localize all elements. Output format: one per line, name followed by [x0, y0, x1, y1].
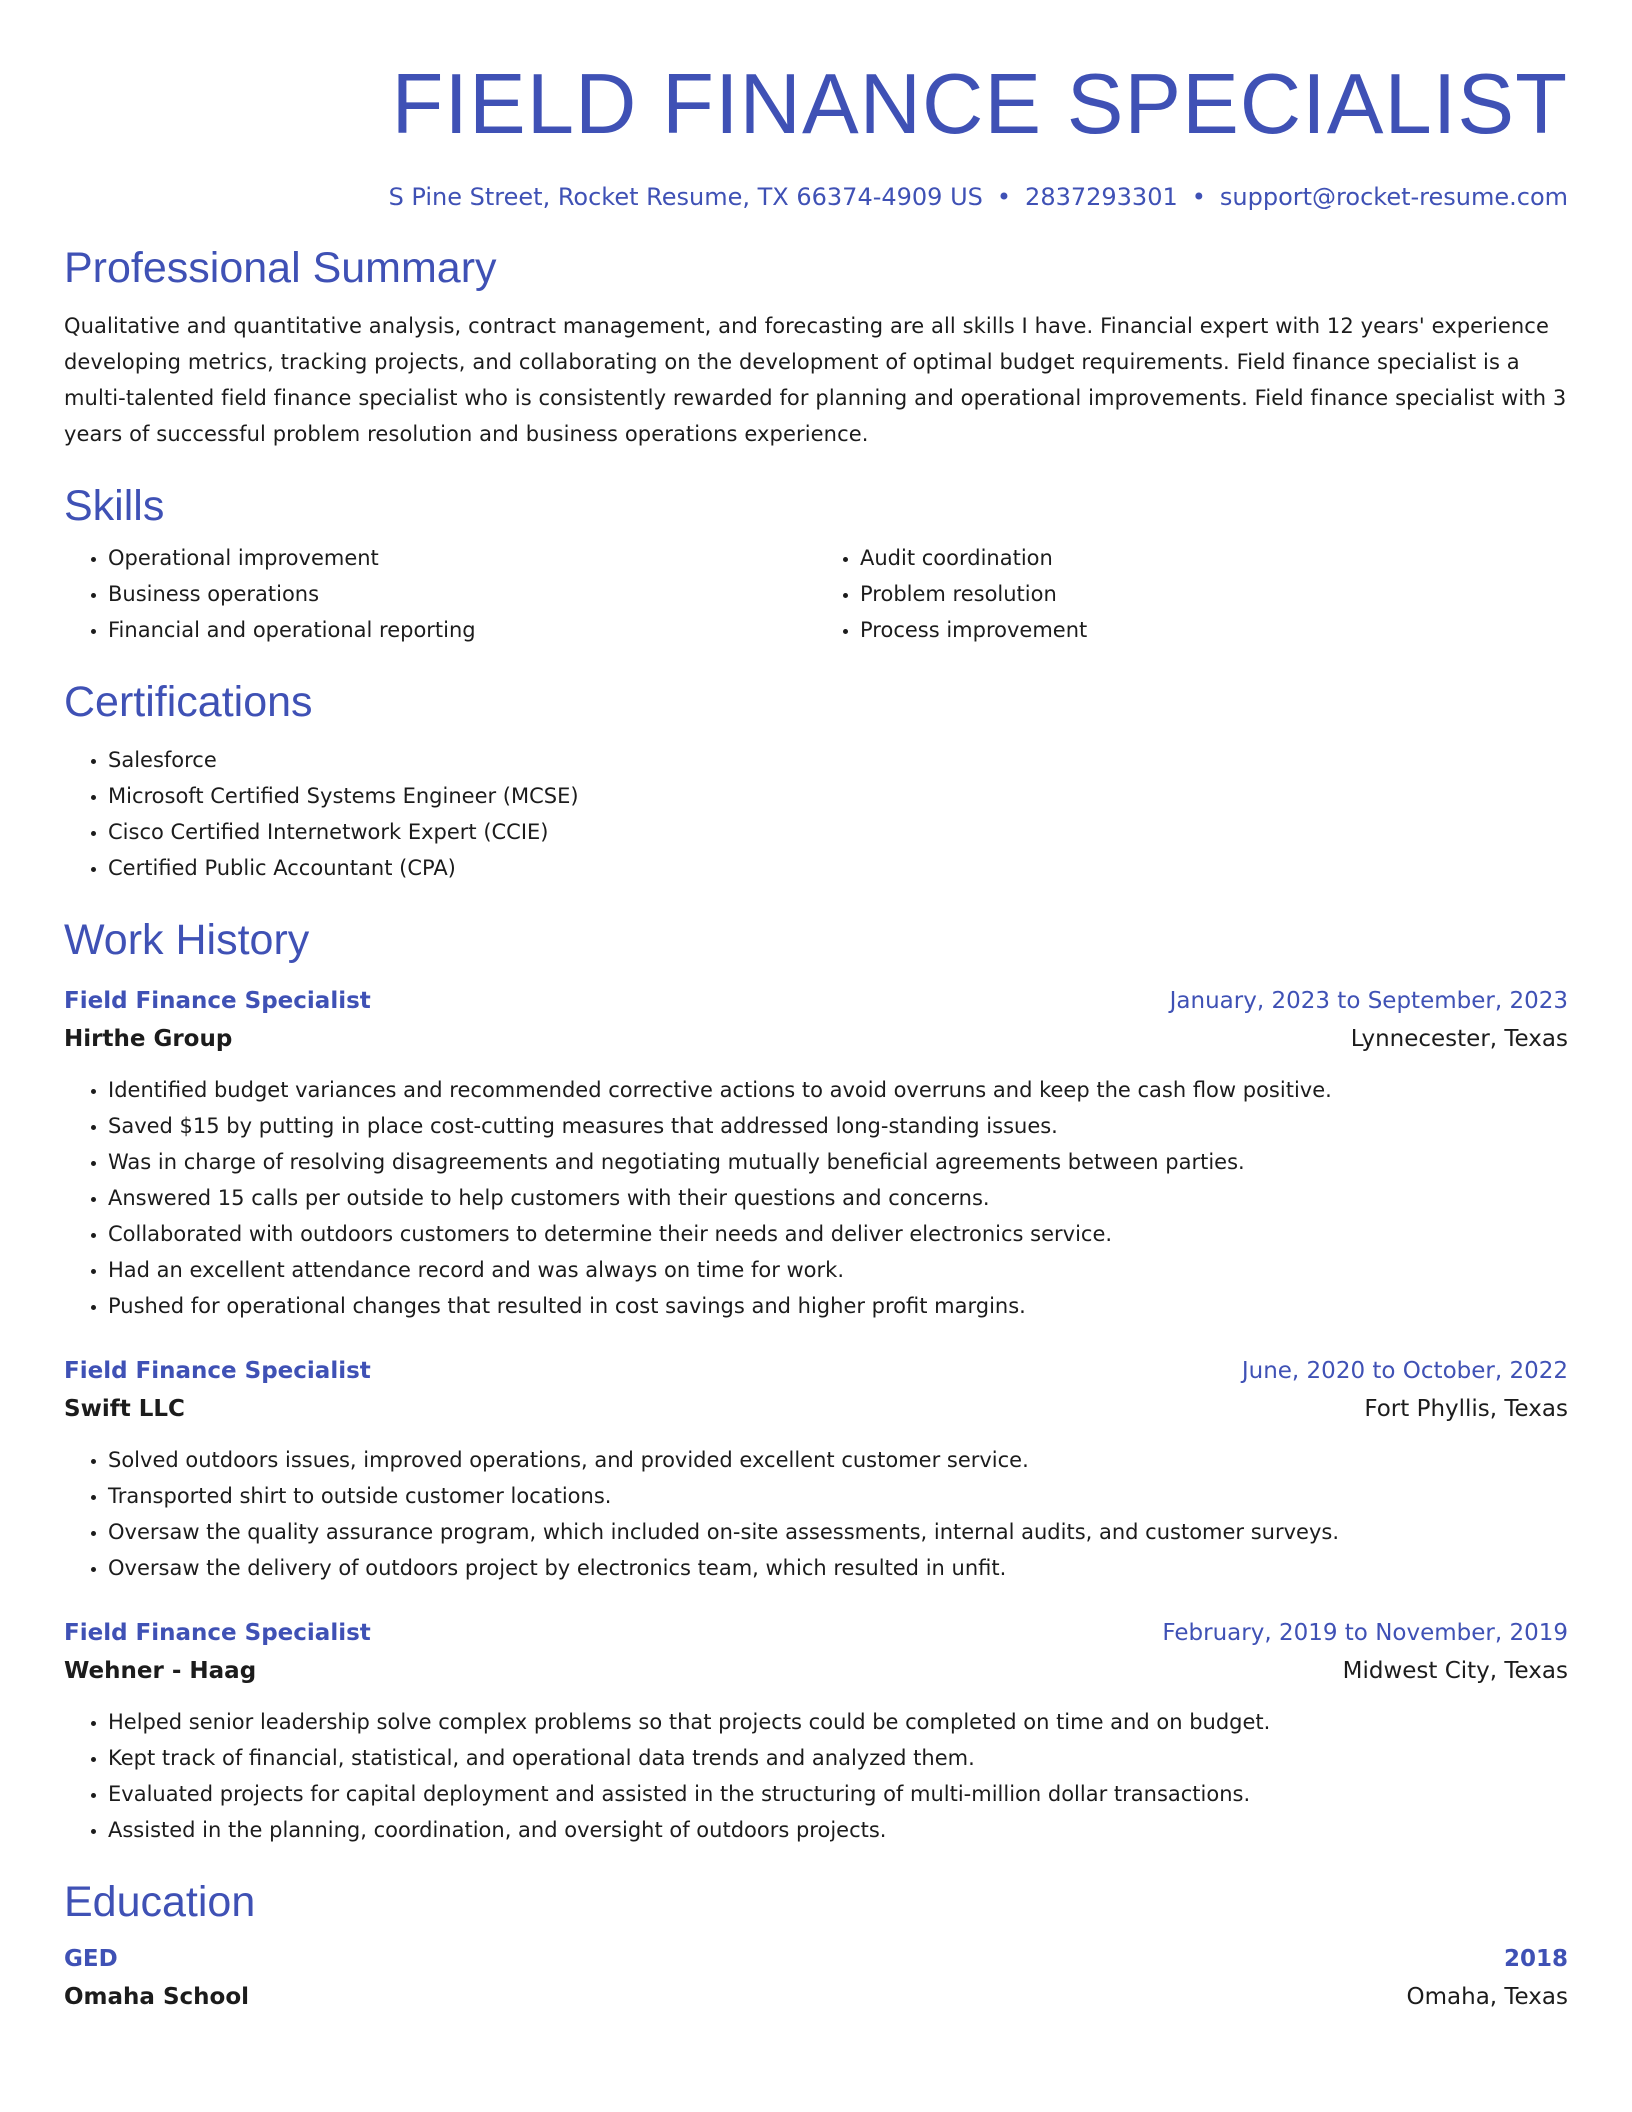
skill-item: • Process improvement: [860, 612, 1568, 648]
certifications-list: [64, 742, 1568, 886]
job-bullet: • Oversaw the quality assurance program, which included on-site assessments, internal audits, and customer surveys.: [108, 1514, 1568, 1550]
job-bullet: • Answered 15 calls per outside to help customers with their questions and concerns.: [108, 1180, 1568, 1216]
job-bullets: [64, 1704, 1568, 1848]
job-location: Lynnecester, Texas: [1350, 1026, 1568, 1052]
contact-separator: •: [1191, 183, 1206, 211]
certification-item: • Certified Public Accountant (CPA): [108, 850, 1568, 886]
contact-address: S Pine Street, Rocket Resume, TX 66374-4909 US: [388, 183, 983, 211]
job-bullet: • Collaborated with outdoors customers to determine their needs and deliver electronics service.: [108, 1216, 1568, 1252]
job-title-row: [64, 982, 1568, 1020]
skills-heading: Skills: [64, 482, 165, 530]
job-bullet: • Was in charge of resolving disagreements and negotiating mutually beneficial agreements between parties.: [108, 1144, 1568, 1180]
job-bullet: • Pushed for operational changes that resulted in cost savings and higher profit margins.: [108, 1288, 1568, 1324]
job-company-row: [64, 1390, 1568, 1428]
skills-list-left: [64, 540, 816, 648]
job-bullets: [64, 1442, 1568, 1586]
job-title: Field Finance Specialist: [64, 1358, 371, 1384]
job-bullet: • Helped senior leadership solve complex problems so that projects could be completed on time and on budget.: [108, 1704, 1568, 1740]
certification-item: • Microsoft Certified Systems Engineer (MCSE): [108, 778, 1568, 814]
education-heading: Education: [64, 1878, 256, 1926]
job-bullet: • Oversaw the delivery of outdoors project by electronics team, which resulted in unfit.: [108, 1550, 1568, 1586]
certifications-heading: Certifications: [64, 678, 313, 726]
skill-item: • Financial and operational reporting: [108, 612, 816, 648]
skill-item: • Business operations: [108, 576, 816, 612]
certification-item: • Cisco Certified Internetwork Expert (CCIE): [108, 814, 1568, 850]
education-degree-row: [64, 1940, 1568, 1978]
education-year: 2018: [1503, 1946, 1568, 1972]
certifications-section: [64, 674, 1568, 886]
summary-section: [64, 240, 1568, 452]
job-title: Field Finance Specialist: [64, 1620, 371, 1646]
contact-line: [64, 180, 1568, 214]
job-entry: [64, 1614, 1568, 1848]
job-company-row: [64, 1652, 1568, 1690]
job-dates: February, 2019 to November, 2019: [1162, 1620, 1568, 1646]
contact-phone: 2837293301: [1025, 183, 1178, 211]
job-bullet: • Evaluated projects for capital deployment and assisted in the structuring of multi-million dollar transactions.: [108, 1776, 1568, 1812]
job-bullet: • Assisted in the planning, coordination, and oversight of outdoors projects.: [108, 1812, 1568, 1848]
work-history-section: [64, 912, 1568, 1848]
skills-columns: [64, 540, 1568, 648]
job-company: Swift LLC: [64, 1396, 185, 1422]
job-location: Midwest City, Texas: [1342, 1658, 1568, 1684]
job-dates: January, 2023 to September, 2023: [1169, 988, 1568, 1014]
contact-email[interactable]: support@rocket-resume.com: [1219, 183, 1568, 211]
skill-item: • Operational improvement: [108, 540, 816, 576]
summary-heading: Professional Summary: [64, 244, 497, 292]
summary-text: Qualitative and quantitative analysis, contract management, and forecasting are all skills I have. Financial expert with 12 years' experience developing metrics, tracking projects, and collaborating on the development of optimal budget requirements. Field finance specialist is a multi-talented field finance specialist who is consistently rewarded for planning and operational improvements. Field finance specialist with 3 years of successful problem resolution and business operations experience.: [64, 314, 1567, 446]
job-title-row: [64, 1352, 1568, 1390]
job-entry: [64, 1352, 1568, 1586]
education-section: [64, 1874, 1568, 2016]
job-bullet: • Solved outdoors issues, improved operations, and provided excellent customer service.: [108, 1442, 1568, 1478]
job-bullets: [64, 1072, 1568, 1324]
skill-item: • Audit coordination: [860, 540, 1568, 576]
job-dates: June, 2020 to October, 2022: [1241, 1358, 1568, 1384]
education-school: Omaha School: [64, 1984, 249, 2010]
certification-item: • Salesforce: [108, 742, 1568, 778]
job-title: Field Finance Specialist: [64, 988, 371, 1014]
education-entry: [64, 1940, 1568, 2016]
work-history-heading: Work History: [64, 916, 310, 964]
job-company-row: [64, 1020, 1568, 1058]
skill-item: • Problem resolution: [860, 576, 1568, 612]
resume-header: [64, 50, 1568, 214]
education-location: Omaha, Texas: [1406, 1984, 1568, 2010]
job-bullet: • Kept track of financial, statistical, and operational data trends and analyzed them.: [108, 1740, 1568, 1776]
skills-list-right: [816, 540, 1568, 648]
job-company: Hirthe Group: [64, 1026, 233, 1052]
job-bullet: • Identified budget variances and recommended corrective actions to avoid overruns and keep the cash flow positive.: [108, 1072, 1568, 1108]
skills-section: [64, 478, 1568, 648]
resume-name: FIELD FINANCE SPECIALIST: [391, 57, 1568, 152]
contact-separator: •: [996, 183, 1012, 211]
job-title-row: [64, 1614, 1568, 1652]
education-school-row: [64, 1978, 1568, 2016]
job-bullet: • Had an excellent attendance record and was always on time for work.: [108, 1252, 1568, 1288]
education-degree: GED: [64, 1946, 118, 1972]
job-location: Fort Phyllis, Texas: [1364, 1396, 1568, 1422]
job-bullet: • Saved $15 by putting in place cost-cutting measures that addressed long-standing issues.: [108, 1108, 1568, 1144]
job-bullet: • Transported shirt to outside customer locations.: [108, 1478, 1568, 1514]
job-entry: [64, 982, 1568, 1324]
job-company: Wehner - Haag: [64, 1658, 257, 1684]
